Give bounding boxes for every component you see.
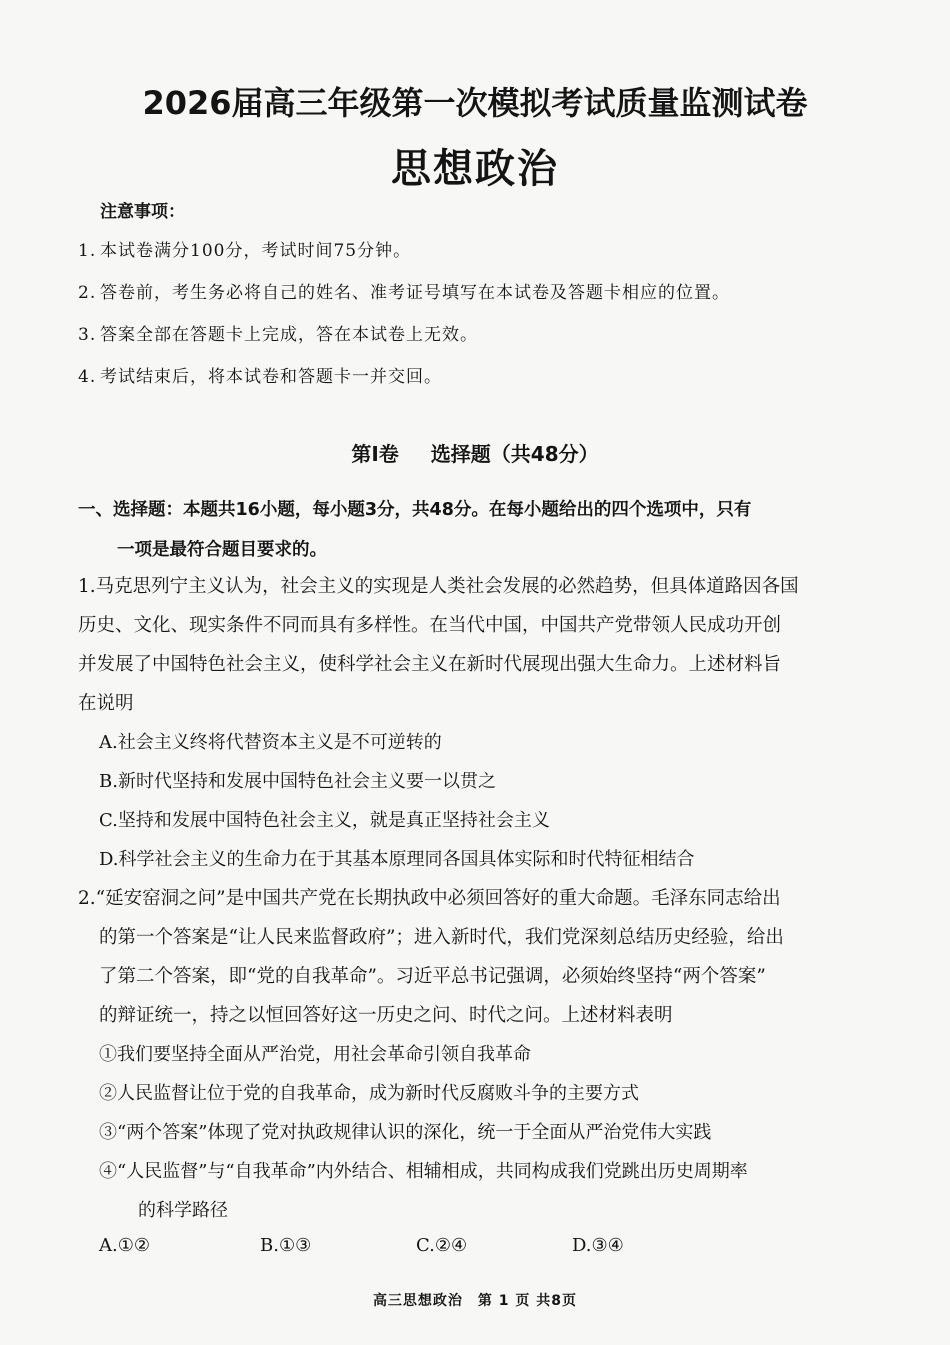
notice-item-text: 答卷前，考生务必将自己的姓名、准考证号填写在本试卷及答题卡相应的位置。 (100, 283, 730, 303)
question-2-statement: ①我们要坚持全面从严治党，用社会革命引领自我革命 (99, 1044, 531, 1065)
question-2-line: 的辩证统一，持之以恒回答好这一历史之问、时代之问。上述材料表明 (99, 1005, 673, 1026)
notice-item-number: 2. (78, 283, 97, 303)
question-2-option-b: B.①③ (260, 1235, 312, 1256)
section-heading (0, 438, 950, 467)
question-2-line: 的第一个答案是“让人民来监督政府”；进入新时代，我们党深刻总结历史经验，给出 (99, 927, 784, 948)
question-1-option-c: C.坚持和发展中国特色社会主义，就是真正坚持社会主义 (99, 810, 550, 831)
notice-item-text: 本试卷满分100分，考试时间75分钟。 (100, 241, 412, 261)
notice-heading: 注意事项： (100, 202, 185, 222)
question-1-line: 1.马克思列宁主义认为，社会主义的实现是人类社会发展的必然趋势，但具体道路因各国 (78, 576, 799, 597)
question-2-option-c: C.②④ (416, 1235, 468, 1256)
question-2-statement: ②人民监督让位于党的自我革命，成为新时代反腐败斗争的主要方式 (99, 1083, 639, 1104)
notice-item-number: 3. (78, 325, 97, 345)
notice-item-text: 考试结束后，将本试卷和答题卡一并交回。 (100, 367, 442, 387)
notice-item-text: 答案全部在答题卡上完成，答在本试卷上无效。 (100, 325, 478, 345)
subject-title: 思想政治 (391, 146, 559, 192)
question-2-line: 了第二个答案，即“党的自我革命”。习近平总书记强调，必须始终坚持“两个答案” (99, 966, 766, 987)
section-volume: 第Ⅰ卷 (351, 442, 399, 466)
question-2-statement: ④“人民监督”与“自我革命”内外结合、相辅相成，共同构成我们党跳出历史周期率 (99, 1161, 748, 1182)
page-footer: 高三思想政治 第 1 页 共8页 (372, 1293, 578, 1309)
question-1-line: 在说明 (78, 693, 134, 714)
exam-title: 2026届高三年级第一次模拟考试质量监测试卷 (142, 84, 808, 122)
notice-item-number: 1. (78, 241, 97, 261)
question-2-option-a: A.①② (99, 1235, 150, 1256)
notice-item (78, 278, 730, 303)
question-1-option-d: D.科学社会主义的生命力在于其基本原理同各国具体实际和时代特征相结合 (99, 849, 695, 870)
question-1-line: 并发展了中国特色社会主义，使科学社会主义在新时代展现出强大生命力。上述材料旨 (78, 654, 782, 675)
question-2-option-d: D.③④ (572, 1235, 624, 1256)
instructions-line: 一项是最符合题目要求的。 (117, 540, 327, 560)
notice-item (78, 362, 442, 387)
section-name: 选择题（共48分） (430, 442, 599, 466)
question-2-line: 2.“延安窑洞之问”是中国共产党在长期执政中必须回答好的重大命题。毛泽东同志给出 (78, 888, 781, 909)
notice-item-number: 4. (78, 367, 97, 387)
instructions-line: 一、选择题：本题共16小题，每小题3分，共48分。在每小题给出的四个选项中，只有 (78, 500, 752, 520)
question-1-option-b: B.新时代坚持和发展中国特色社会主义要一以贯之 (99, 771, 496, 792)
question-1-option-a: A.社会主义终将代替资本主义是不可逆转的 (99, 732, 442, 753)
question-2-statement: ③“两个答案”体现了党对执政规律认识的深化，统一于全面从严治党伟大实践 (99, 1122, 712, 1143)
question-1-line: 历史、文化、现实条件不同而具有多样性。在当代中国，中国共产党带领人民成功开创 (78, 615, 782, 636)
notice-item (78, 236, 411, 261)
notice-item (78, 320, 478, 345)
question-2-statement-continued: 的科学路径 (138, 1200, 228, 1221)
